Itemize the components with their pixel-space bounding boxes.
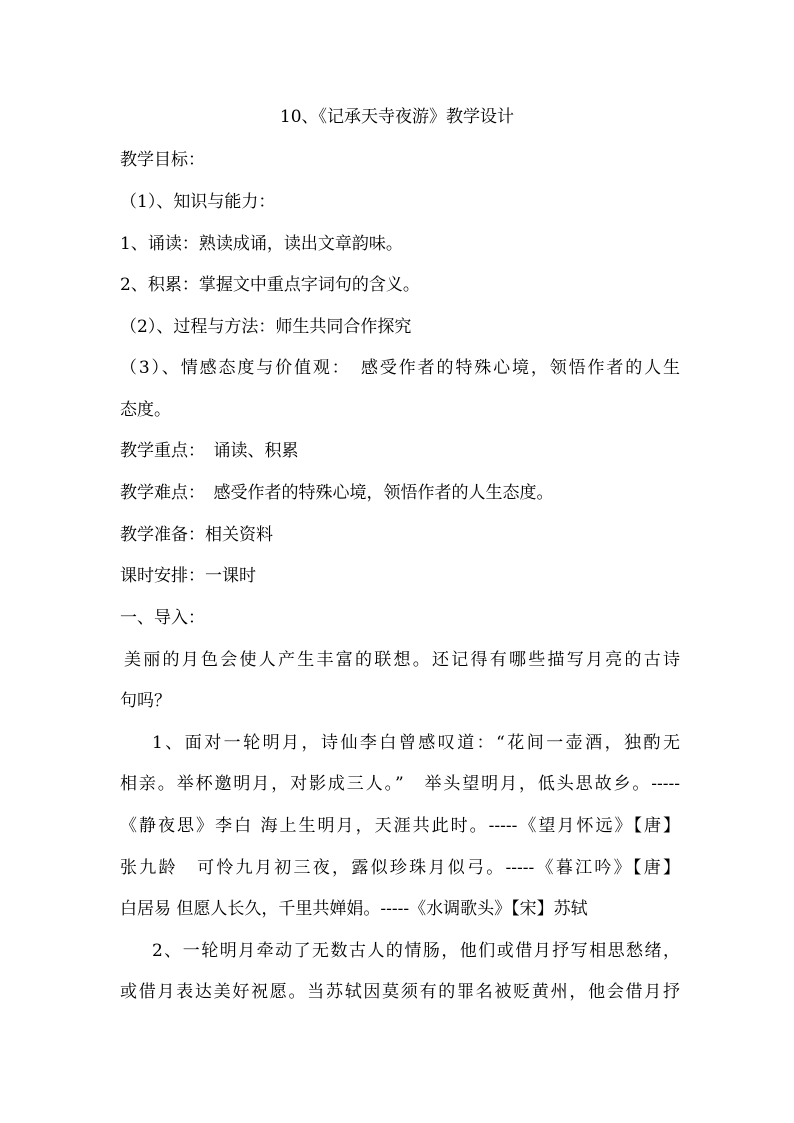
objective-3-line-1: （3）、情感态度与价值观： 感受作者的特殊心境，领悟作者的人生 bbox=[120, 358, 680, 378]
paragraph-1-line-1: 1、面对一轮明月，诗仙李白曾感叹道：“花间一壶酒，独酌无 bbox=[152, 733, 680, 753]
intro-line-1: 美丽的月色会使人产生丰富的联想。还记得有哪些描写月亮的古诗 bbox=[124, 650, 680, 670]
paragraph-2-line-2: 或借月表达美好祝愿。当苏轼因莫须有的罪名被贬黄州，他会借月抒 bbox=[120, 982, 680, 1002]
key-points: 教学重点： 诵读、积累 bbox=[120, 441, 299, 461]
paragraph-1-line-4: 张九龄 可怜九月初三夜，露似珍珠月似弓。-----《暮江吟》【唐】 bbox=[120, 858, 680, 878]
paragraph-2-line-1: 2、一轮明月牵动了无数古人的情肠，他们或借月抒写相思愁绪， bbox=[152, 941, 680, 961]
objectives-heading: 教学目标： bbox=[120, 150, 205, 170]
document-title: 10、《记承天寺夜游》教学设计 bbox=[279, 107, 515, 127]
intro-line-2: 句吗？ bbox=[120, 691, 171, 711]
section-1-heading: 一、导入： bbox=[120, 608, 205, 628]
paragraph-1-line-2: 相亲。举杯邀明月，对影成三人。” 举头望明月，低头思故乡。----- bbox=[120, 774, 680, 794]
paragraph-1-line-5: 白居易 但愿人长久，千里共婵娟。-----《水调歌头》【宋】苏轼 bbox=[120, 899, 588, 919]
objective-1-item-2: 2、积累：掌握文中重点字词句的含义。 bbox=[120, 275, 420, 295]
objective-1-item-1: 1、诵读：熟读成诵，读出文章韵味。 bbox=[120, 234, 403, 254]
preparation: 教学准备：相关资料 bbox=[120, 525, 273, 545]
paragraph-1-line-3: 《静夜思》李白 海上生明月，天涯共此时。-----《望月怀远》【唐】 bbox=[120, 816, 680, 836]
objective-3-line-2: 态度。 bbox=[120, 400, 171, 420]
difficult-points: 教学难点： 感受作者的特殊心境，领悟作者的人生态度。 bbox=[120, 483, 554, 503]
schedule: 课时安排：一课时 bbox=[120, 566, 256, 586]
objective-2: （2）、过程与方法：师生共同合作探究 bbox=[120, 317, 412, 337]
objective-1-heading: （1）、知识与能力： bbox=[120, 192, 276, 212]
